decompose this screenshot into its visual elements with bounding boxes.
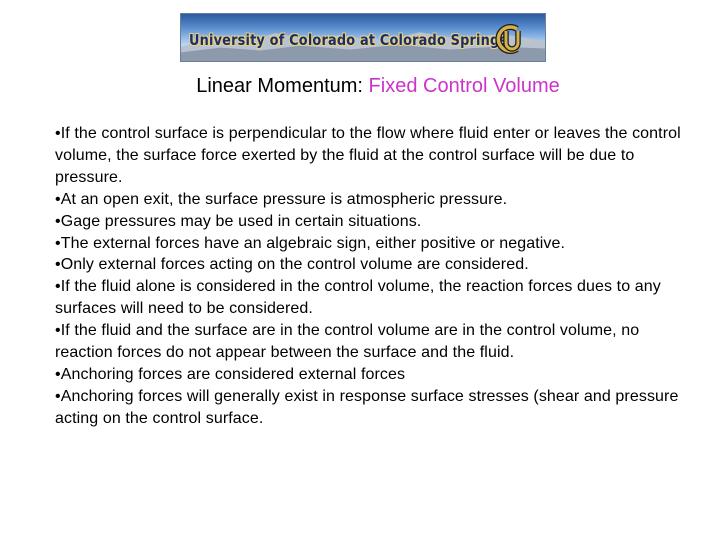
- title-accent: Fixed Control Volume: [368, 75, 560, 97]
- bullet-item: •Anchoring forces are considered external forces: [55, 365, 406, 383]
- university-banner: [180, 13, 546, 62]
- bullet-item: •The external forces have an algebraic sign, either positive or negative.: [55, 234, 566, 252]
- slide-title: [0, 75, 720, 98]
- bullet-list: [55, 123, 695, 430]
- bullet-item: •If the fluid and the surface are in the control volume are in the control volume, no reaction forces do not appear between the surface and the fluid.: [55, 322, 640, 362]
- bullet-item: •If the control surface is perpendicular to the flow where fluid enter or leaves the control volume, the surface force exerted by the fluid at the control surface will be due to pressure.: [55, 125, 681, 186]
- title-main: Linear Momentum:: [196, 75, 363, 97]
- cu-logo-icon: [493, 22, 527, 56]
- bullet-item: •Only external forces acting on the control volume are considered.: [55, 256, 529, 274]
- bullet-item: •At an open exit, the surface pressure is atmospheric pressure.: [55, 190, 508, 208]
- bullet-item: •If the fluid alone is considered in the control volume, the reaction forces dues to any surfaces will need to be considered.: [55, 278, 661, 318]
- banner-title: University of Colorado at Colorado Springs: [189, 31, 508, 49]
- bullet-item: •Gage pressures may be used in certain situations.: [55, 212, 422, 230]
- bullet-item: •Anchoring forces will generally exist in response surface stresses (shear and pressure acting on the control surface.: [55, 387, 679, 427]
